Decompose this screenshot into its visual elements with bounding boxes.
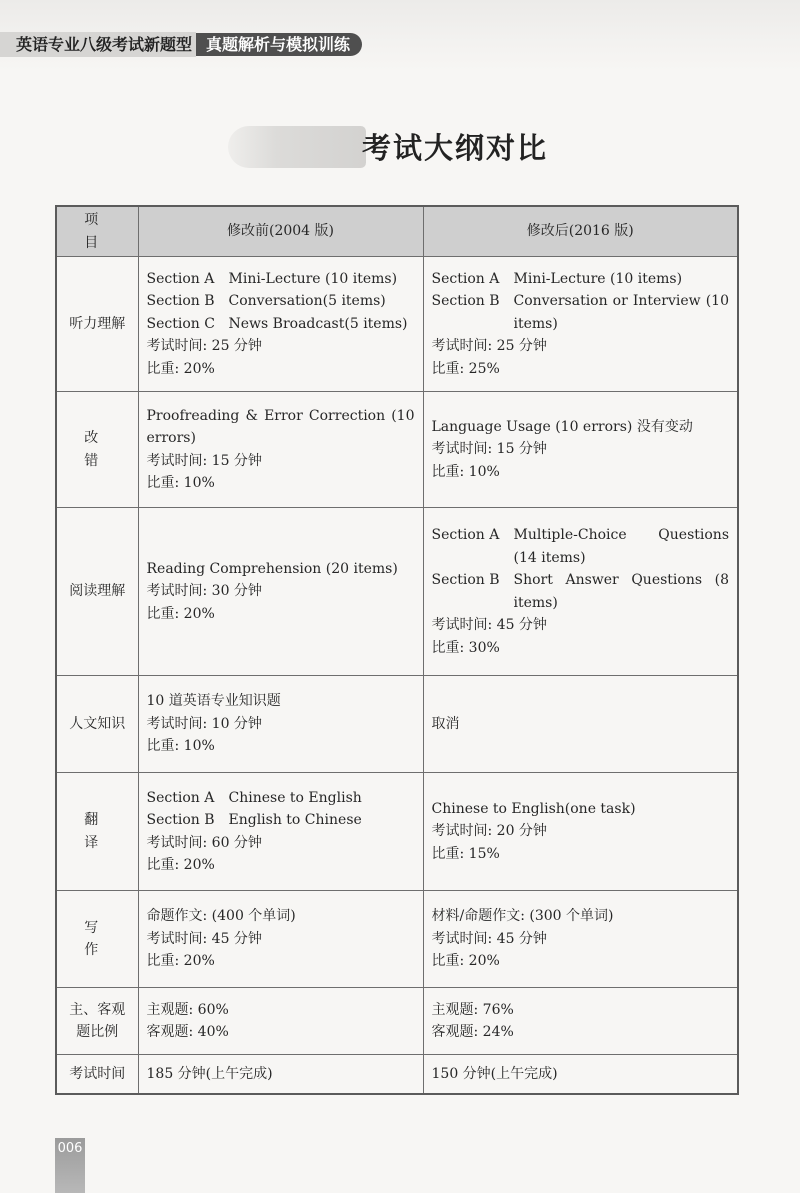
section-line <box>147 787 415 810</box>
section-tag: Section C <box>146 315 215 332</box>
time-text: 考试时间: 10 分钟 <box>146 715 262 732</box>
objective-text: 客观题: 40% <box>146 1024 229 1040</box>
table-row-listening <box>56 257 738 392</box>
row-label: 翻 译 <box>56 773 138 891</box>
weight-text: 比重: 10% <box>431 463 500 480</box>
row-label-line: 主、客观 <box>69 1001 126 1018</box>
time-text: 考试时间: 15 分钟 <box>146 452 262 469</box>
time-text: 考试时间: 45 分钟 <box>431 930 547 947</box>
row-label: 写 作 <box>56 891 138 988</box>
row-label-line: 题比例 <box>76 1024 119 1040</box>
row-label <box>56 988 138 1055</box>
objective-text: 客观题: 24% <box>431 1024 514 1040</box>
header-after: 修改后(2016 版) <box>423 206 738 257</box>
section-tag: Section A <box>431 270 500 287</box>
section-text: Conversation or Interview (10 items) <box>513 293 729 332</box>
weight-text: 比重: 20% <box>146 857 215 873</box>
time-text: 考试时间: 45 分钟 <box>146 930 262 947</box>
section-line <box>432 524 730 569</box>
page-title: 考试大纲对比 <box>362 131 549 165</box>
cell-after <box>423 257 738 392</box>
time-text: 考试时间: 25 分钟 <box>146 338 262 355</box>
section-line <box>147 313 415 336</box>
cell-before <box>138 392 423 508</box>
section-tag: Section B <box>146 293 215 310</box>
section-text: News Broadcast(5 items) <box>228 315 408 332</box>
weight-text: 比重: 30% <box>431 639 500 656</box>
desc-text: Proofreading & Error Correction (10 errors) <box>146 407 415 446</box>
row-label: 考试时间 <box>56 1055 138 1094</box>
section-text: Short Answer Questions (8 items) <box>513 572 729 611</box>
section-tag: Section A <box>146 789 215 806</box>
time-text: 考试时间: 25 分钟 <box>431 338 547 355</box>
section-text: Mini-Lecture (10 items) <box>513 270 683 287</box>
section-text: Multiple-Choice Questions (14 items) <box>513 527 729 566</box>
cell-before <box>138 773 423 891</box>
row-label: 改 错 <box>56 392 138 508</box>
section-line <box>147 809 415 832</box>
section-tag: Section B <box>146 812 215 828</box>
section-text: Conversation(5 items) <box>228 293 386 310</box>
cell-before <box>138 257 423 392</box>
desc-text: 185 分钟(上午完成) <box>146 1065 273 1082</box>
table-row-reading <box>56 508 738 676</box>
row-label: 人文知识 <box>56 676 138 773</box>
syllabus-comparison-table <box>55 205 739 1095</box>
section-text: Mini-Lecture (10 items) <box>228 270 398 287</box>
section-text: Chinese to English <box>228 789 362 806</box>
header-item: 项 目 <box>56 206 138 257</box>
subjective-text: 主观题: 76% <box>431 1001 514 1018</box>
desc-text: Chinese to English(one task) <box>431 800 636 817</box>
time-text: 考试时间: 45 分钟 <box>431 617 547 633</box>
section-tag: Section A <box>431 527 500 543</box>
cell-before <box>138 676 423 773</box>
title-decoration <box>228 126 366 168</box>
running-header <box>0 32 385 57</box>
book-subtitle: 真题解析与模拟训练 <box>196 33 362 56</box>
page-number: 006 <box>57 1141 83 1156</box>
time-text: 考试时间: 15 分钟 <box>431 441 547 458</box>
table-row-translation <box>56 773 738 891</box>
desc-text: Language Usage (10 errors) 没有变动 <box>431 418 693 435</box>
table-row-writing <box>56 891 738 988</box>
desc-text: 命题作文: (400 个单词) <box>146 908 296 925</box>
cell-before <box>138 988 423 1055</box>
section-tag: Section B <box>431 572 500 588</box>
cell-after <box>423 773 738 891</box>
time-text: 考试时间: 60 分钟 <box>146 834 262 851</box>
table-row-exam-time <box>56 1055 738 1094</box>
weight-text: 比重: 20% <box>146 605 215 622</box>
book-title: 英语专业八级考试新题型 <box>0 32 196 57</box>
section-tag: Section A <box>146 270 215 287</box>
section-line <box>432 290 730 335</box>
cell-after <box>423 508 738 676</box>
desc-text: 10 道英语专业知识题 <box>146 693 281 710</box>
weight-text: 比重: 10% <box>146 475 215 491</box>
desc-text: Reading Comprehension (20 items) <box>146 560 398 577</box>
weight-text: 比重: 20% <box>431 953 500 970</box>
time-text: 考试时间: 30 分钟 <box>146 583 262 600</box>
cell-after <box>423 392 738 508</box>
row-label: 阅读理解 <box>56 508 138 676</box>
weight-text: 比重: 20% <box>146 360 215 377</box>
cell-before <box>138 891 423 988</box>
weight-text: 比重: 10% <box>146 738 215 755</box>
section-line <box>147 268 415 291</box>
section-line <box>147 290 415 313</box>
weight-text: 比重: 25% <box>431 360 500 377</box>
desc-text: 150 分钟(上午完成) <box>431 1065 558 1082</box>
row-label: 听力理解 <box>56 257 138 392</box>
cell-before <box>138 508 423 676</box>
cell-before <box>138 1055 423 1094</box>
subjective-text: 主观题: 60% <box>146 1001 229 1018</box>
desc-text: 材料/命题作文: (300 个单词) <box>431 908 614 925</box>
cell-after <box>423 891 738 988</box>
section-tag: Section B <box>431 293 500 310</box>
weight-text: 比重: 15% <box>431 845 500 862</box>
section-line <box>432 569 730 614</box>
desc-text: 取消 <box>431 715 460 732</box>
table-row-ratio <box>56 988 738 1055</box>
header-before: 修改前(2004 版) <box>138 206 423 257</box>
weight-text: 比重: 20% <box>146 953 215 970</box>
section-line <box>432 268 730 291</box>
section-text: English to Chinese <box>228 812 362 828</box>
table-header-row <box>56 206 738 257</box>
cell-after <box>423 988 738 1055</box>
table-row-humanities <box>56 676 738 773</box>
time-text: 考试时间: 20 分钟 <box>431 823 547 840</box>
cell-after <box>423 676 738 773</box>
table-row-error-correction <box>56 392 738 508</box>
cell-after <box>423 1055 738 1094</box>
